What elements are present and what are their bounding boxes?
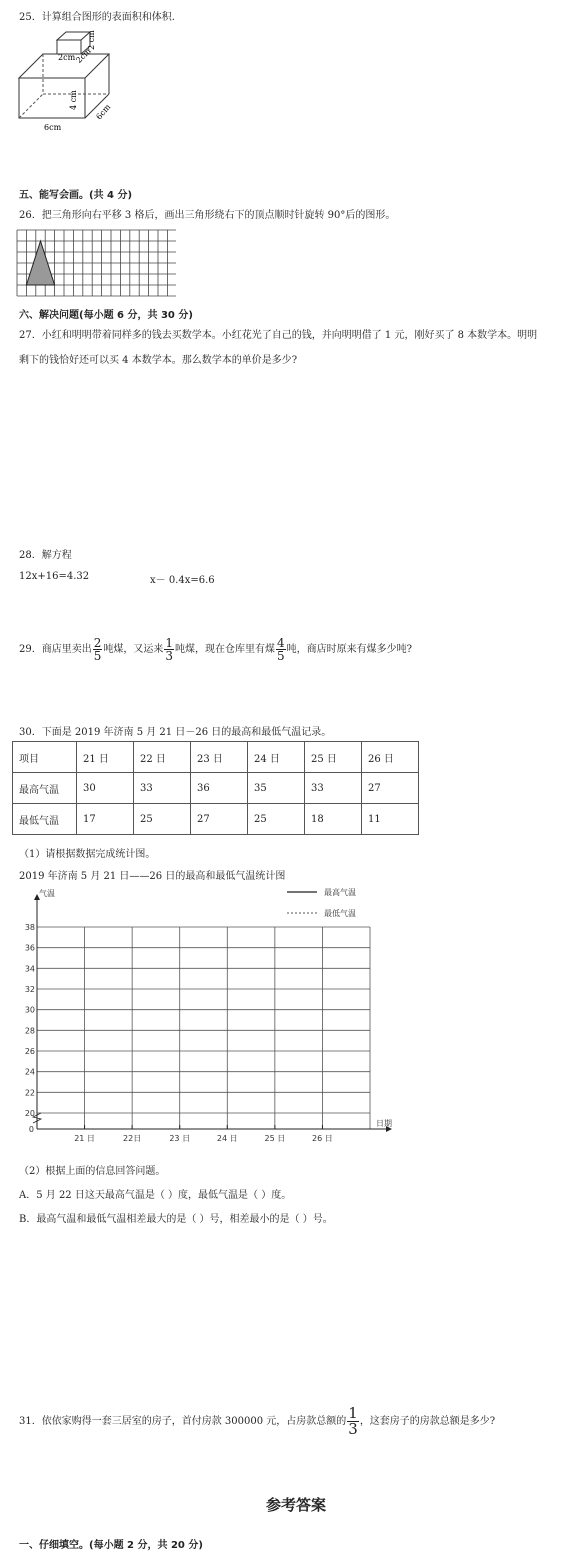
table-row (13, 773, 419, 804)
table-cell: 25 日 (305, 742, 362, 773)
q27-line1: 27．小红和明明带着同样多的钱去买数学本。小红花光了自己的钱，并向明明借了 1 元，刚好买了 8 本数学本。明明 (19, 330, 538, 341)
y-tick-label: 22 (24, 1088, 35, 1098)
table-cell: 36 (191, 773, 248, 804)
q28-eq2: x－ 0.4x=6.6 (150, 575, 215, 586)
combined-box-figure (14, 24, 124, 139)
table-cell: 25 (134, 804, 191, 835)
q31-part2: ，这套房子的房款总额是多少? (359, 1416, 496, 1427)
q27-line2: 剩下的钱恰好还可以买 4 本数学本。那么数学本的单价是多少? (19, 355, 298, 366)
x-tick-label: 25 日 (264, 1134, 286, 1143)
table-cell: 11 (362, 804, 419, 835)
answers-title: 参考答案 (266, 1496, 327, 1514)
y-tick-label: 38 (24, 923, 35, 932)
temperature-chart (12, 884, 402, 1154)
label-big-w: 6cm (44, 123, 62, 132)
legend-label-low: 最低气温 (324, 909, 356, 918)
x-tick-label: 23 日 (169, 1134, 191, 1143)
table-cell: 23 日 (191, 742, 248, 773)
q28-title: 28．解方程 (19, 550, 72, 561)
x-tick-label: 24 日 (216, 1134, 238, 1143)
y-tick-label: 20 (24, 1109, 35, 1118)
y-tick-label: 30 (24, 1005, 35, 1015)
legend-label-high: 最高气温 (324, 888, 356, 897)
x-axis-title: 日期 (376, 1119, 392, 1128)
q30-question-b: B．最高气温和最低气温相差最大的是（ ）号，相差最小的是（ ）号。 (19, 1214, 333, 1225)
y-tick-label: 0 (28, 1125, 34, 1134)
triangle-grid (16, 229, 176, 299)
fraction-1-3: $\frac{1}{3}$ (165, 636, 174, 663)
temperature-table (12, 741, 419, 835)
chart-title: 2019 年济南 5 月 21 日——26 日的最高和最低气温统计图 (19, 871, 286, 882)
q29-part4: 吨，商店时原来有煤多少吨? (286, 644, 413, 655)
section5-title: 五、能写会画。(共 4 分) (19, 190, 133, 201)
table-cell: 35 (248, 773, 305, 804)
y-tick-label: 26 (24, 1047, 35, 1056)
fraction-4-5: $\frac{4}{5}$ (277, 636, 285, 663)
y-axis-title: 气温 (39, 889, 55, 898)
table-cell: 27 (362, 773, 419, 804)
x-tick-label: 21 日 (74, 1134, 95, 1143)
q29-part1: 29．商店里卖出 (19, 644, 92, 655)
table-cell: 21 日 (77, 742, 134, 773)
table-cell: 25 (248, 804, 305, 835)
y-tick-label: 28 (24, 1026, 35, 1036)
y-tick-label: 36 (24, 943, 35, 953)
q30-sub2: （2）根据上面的信息回答问题。 (19, 1166, 166, 1177)
q28-eq1: 12x+16=4.32 (19, 571, 90, 582)
table-cell: 24 日 (248, 742, 305, 773)
table-cell: 26 日 (362, 742, 419, 773)
label-big-d: 6cm (94, 102, 113, 122)
q30-sub1: （1）请根据数据完成统计图。 (19, 849, 156, 860)
label-small-h: 2 cm (87, 30, 96, 50)
label-small-d: 2cm (74, 46, 93, 65)
table-cell: 18 (305, 804, 362, 835)
fraction-1-3: $\frac{1}{3}$ (348, 1404, 358, 1438)
table-cell: 项目 (13, 742, 77, 773)
answers-section1: 一、仔细填空。(每小题 2 分，共 20 分) (19, 1540, 203, 1551)
table-cell: 27 (191, 804, 248, 835)
y-tick-label: 32 (24, 985, 35, 994)
table-cell: 17 (77, 804, 134, 835)
table-cell: 22 日 (134, 742, 191, 773)
section6-title: 六、解决问题(每小题 6 分，共 30 分) (19, 310, 193, 321)
table-row (13, 804, 419, 835)
x-tick-label: 26 日 (312, 1134, 333, 1143)
q29-text (19, 637, 412, 662)
q30-text: 30．下面是 2019 年济南 5 月 21 日－26 日的最高和最低气温记录。 (19, 727, 332, 738)
table-cell: 30 (77, 773, 134, 804)
y-tick-label: 24 (24, 1067, 35, 1077)
q31-text (19, 1406, 495, 1437)
table-cell: 33 (305, 773, 362, 804)
q31-part1: 31．依依家购得一套三居室的房子，首付房款 300000 元，占房款总额的 (19, 1416, 347, 1427)
label-small-w: 2cm (58, 53, 76, 62)
x-tick-label: 22日 (123, 1134, 142, 1143)
table-header-row (13, 742, 419, 773)
fraction-2-5: $\frac{2}{5}$ (93, 636, 102, 663)
q26-text: 26．把三角形向右平移 3 格后，画出三角形绕右下的顶点顺时针旋转 90°后的图形。 (19, 210, 396, 221)
y-tick-label: 34 (24, 964, 35, 974)
q25-text: 25．计算组合图形的表面积和体积. (19, 12, 175, 23)
table-cell: 最高气温 (13, 773, 77, 804)
table-cell: 33 (134, 773, 191, 804)
label-big-h: 4 cm (69, 90, 78, 110)
q29-part3: 吨煤，现在仓库里有煤 (175, 644, 276, 655)
q29-part2: 吨煤，又运来 (103, 644, 164, 655)
q30-question-a: A．5 月 22 日这天最高气温是（ ）度，最低气温是（ ）度。 (19, 1190, 292, 1201)
table-cell: 最低气温 (13, 804, 77, 835)
